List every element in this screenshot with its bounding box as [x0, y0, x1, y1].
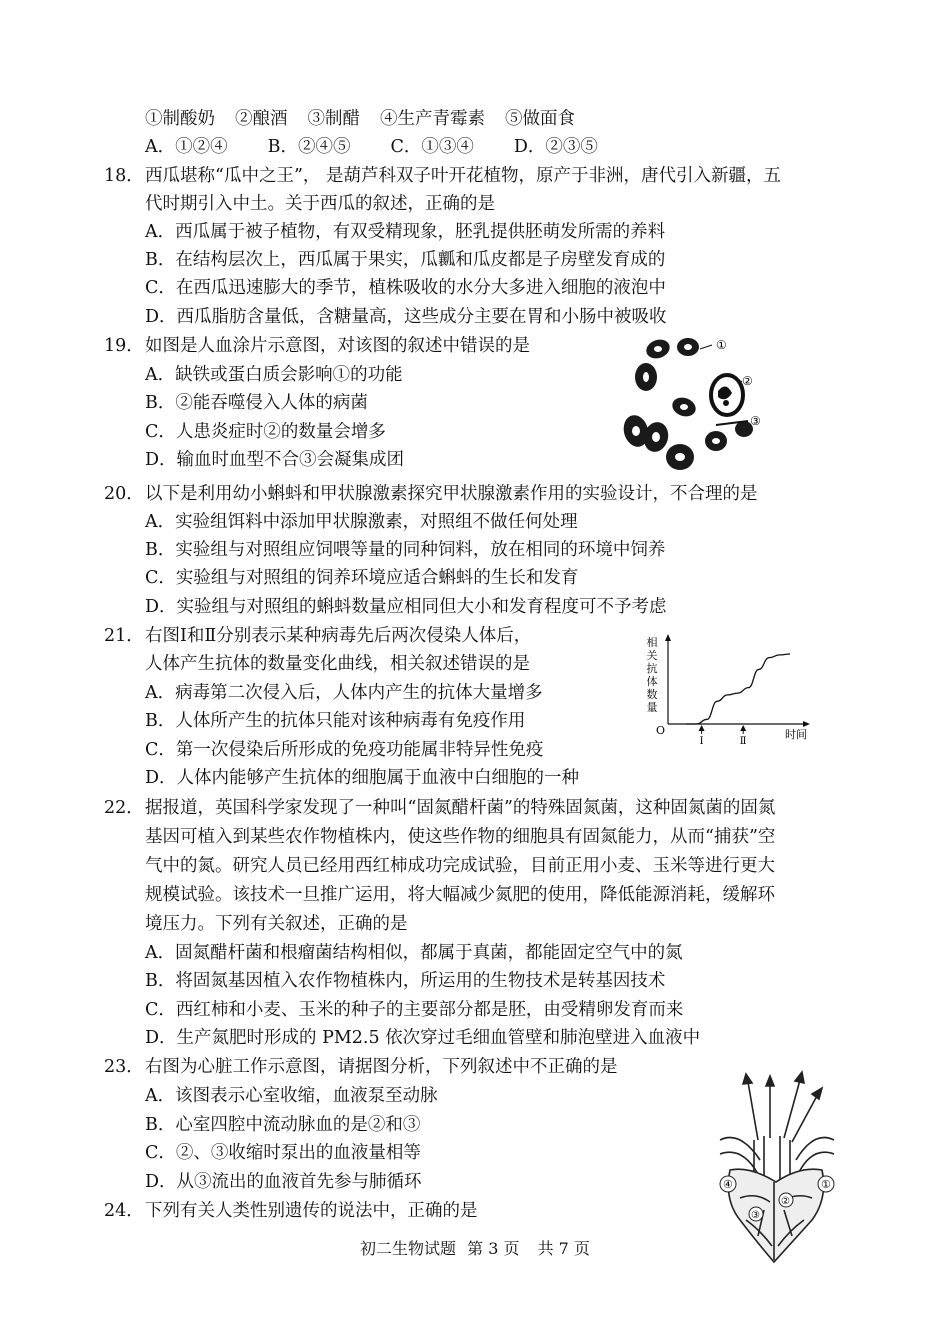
q23-option-a: A．该图表示心室收缩，血液泵至动脉	[145, 1086, 438, 1106]
q20-option-b: B．实验组与对照组应饲喂等量的同种饲料，放在相同的环境中饲养	[145, 540, 666, 560]
question-number-19: 19．	[104, 336, 144, 356]
q20-option-c: C．实验组与对照组的饲养环境应适合蝌蚪的生长和发育	[145, 568, 579, 588]
y-axis-label-char: 量	[646, 701, 658, 714]
option-c: C．①③④	[390, 137, 474, 157]
q22-option-d: D．生产氮肥时形成的 PM2.5 依次穿过毛细血管壁和肺泡壁进入血液中	[145, 1028, 701, 1048]
q18-option-c: C．在西瓜迅速膨大的季节，植株吸收的水分大多进入细胞的液泡中	[145, 278, 666, 298]
question-number-23: 23．	[104, 1057, 144, 1077]
blood-smear-figure	[620, 333, 765, 475]
q23-option-c: C．②、③收缩时泵出的血液量相等	[145, 1143, 421, 1163]
q22-stem-line-2: 基因可植入到某些农作物植株内，使这些作物的细胞具有固氮能力，从而“捕获”空	[145, 827, 776, 847]
q24-stem-line-1: 下列有关人类性别遗传的说法中，正确的是	[145, 1201, 478, 1221]
marker-arrow-head	[740, 725, 746, 731]
q21-stem-line-2: 人体产生抗体的数量变化曲线，相关叙述错误的是	[145, 654, 530, 674]
q19-stem-line-1: 如图是人血涂片示意图，对该图的叙述中错误的是	[145, 336, 530, 356]
q20-option-a: A．实验组饵料中添加甲状腺激素，对照组不做任何处理	[145, 512, 578, 532]
q19-option-b: B．②能吞噬侵入人体的病菌	[145, 393, 368, 413]
q22-stem-line-4: 规模试验。该技术一旦推广运用，将大幅减少氮肥的使用，降低能源消耗，缓解环	[145, 885, 775, 905]
y-axis-label-char: 关	[646, 649, 658, 662]
question-number-20: 20．	[104, 484, 144, 504]
q22-option-a: A．固氮醋杆菌和根瘤菌结构相似，都属于真菌，都能固定空气中的氮	[145, 943, 683, 963]
marker-label: Ⅱ	[739, 736, 747, 745]
footer-total: 共 7 页	[537, 1239, 590, 1258]
question-number-24: 24．	[104, 1201, 144, 1221]
x-axis-arrow	[803, 721, 810, 727]
heart-label-1: ①	[821, 1178, 831, 1191]
option-d: D．②③⑤	[513, 137, 598, 157]
y-axis-label-char: 数	[646, 688, 658, 701]
heart-label-3: ③	[751, 1210, 760, 1221]
q22-stem-line-1: 据报道，英国科学家发现了一种叫“固氮醋杆菌”的特殊固氮菌，这种固氮菌的固氮	[145, 798, 776, 818]
item-4: ④生产青霉素	[380, 109, 485, 129]
question-number-18: 18．	[104, 166, 144, 186]
q21-stem-line-1: 右图Ⅰ和Ⅱ分别表示某种病毒先后两次侵染人体后，	[145, 626, 532, 646]
q19-option-c: C．人患炎症时②的数量会增多	[145, 422, 386, 442]
q23-stem-line-1: 右图为心脏工作示意图，请据图分析，下列叙述中不正确的是	[145, 1057, 618, 1077]
q19-option-a: A．缺铁或蛋白质会影响①的功能	[145, 365, 403, 385]
q20-option-d: D．实验组与对照组的蝌蚪数量应相同但大小和发育程度可不予考虑	[145, 597, 667, 617]
footer-title: 初二生物试题	[360, 1239, 457, 1258]
marker-label: Ⅰ	[699, 736, 704, 745]
y-axis-label-char: 体	[646, 675, 658, 688]
footer-page: 第 3 页	[467, 1239, 520, 1258]
item-2: ②酿酒	[235, 109, 288, 129]
smear-label-2: ②	[742, 374, 753, 388]
q23-option-b: B．心室四腔中流动脉血的是②和③	[145, 1115, 421, 1135]
smear-label-1: ①	[716, 338, 727, 352]
option-a: A．①②④	[145, 137, 228, 157]
question-number-22: 22．	[104, 798, 144, 818]
q18-option-d: D．西瓜脂肪含量低，含糖量高，这些成分主要在胃和小肠中被吸收	[145, 307, 667, 327]
q23-option-d: D．从③流出的血液首先参与肺循环	[145, 1172, 422, 1192]
y-axis-arrow	[665, 634, 671, 641]
antibody-chart	[630, 630, 820, 745]
q22-stem-line-3: 气中的氮。研究人员已经用西红柿成功完成试验，目前正用小麦、玉米等进行更大	[145, 856, 775, 876]
origin-label: O	[656, 724, 666, 737]
item-3: ③制醋	[307, 109, 360, 129]
q20-stem-line-1: 以下是利用幼小蝌蚪和甲状腺激素探究甲状腺激素作用的实验设计，不合理的是	[145, 484, 758, 504]
item-5: ⑤做面食	[505, 109, 575, 129]
y-axis-label-char: 相	[646, 636, 658, 649]
page-footer	[0, 1238, 950, 1260]
q22-option-c: C．西红柿和小麦、玉米的种子的主要部分都是胚，由受精卵发育而来	[145, 1000, 684, 1020]
item-1: ①制酸奶	[145, 109, 215, 129]
q18-stem-line-1: 西瓜堪称“瓜中之王”， 是葫芦科双子叶开花植物，原产于非洲，唐代引入新疆，五	[145, 166, 781, 186]
q22-stem-line-5: 境压力。下列有关叙述，正确的是	[145, 914, 408, 934]
q21-option-c: C．第一次侵染后所形成的免疫功能属非特异性免疫	[145, 740, 544, 760]
q21-option-a: A．病毒第二次侵入后，人体内产生的抗体大量增多	[145, 683, 543, 703]
q18-option-b: B．在结构层次上，西瓜属于果实，瓜瓤和瓜皮都是子房壁发育成的	[145, 250, 666, 270]
option-b: B．②④⑤	[267, 137, 351, 157]
q18-stem-line-2: 代时期引入中土。关于西瓜的叙述，正确的是	[145, 194, 495, 214]
x-axis-label: 时间	[785, 728, 807, 741]
y-axis-label-char: 抗	[646, 662, 658, 675]
q19-option-d: D．输血时血型不合③会凝集成团	[145, 450, 405, 470]
q22-option-b: B．将固氮基因植入农作物植株内，所运用的生物技术是转基因技术	[145, 971, 666, 991]
heart-label-4: ④	[723, 1178, 733, 1191]
antibody-curve	[686, 654, 790, 724]
marker-arrow-head	[699, 725, 705, 731]
question-number-21: 21．	[104, 626, 144, 646]
heart-label-2: ②	[781, 1196, 790, 1207]
q21-option-d: D．人体内能够产生抗体的细胞属于血液中白细胞的一种	[145, 768, 580, 788]
marker-group	[699, 725, 747, 745]
smear-label-3: ③	[750, 414, 761, 428]
y-axis-label	[647, 635, 658, 714]
items-line	[145, 107, 613, 131]
top-options	[145, 135, 636, 159]
q21-option-b: B．人体所产生的抗体只能对该种病毒有免疫作用	[145, 711, 526, 731]
q18-option-a: A．西瓜属于被子植物，有双受精现象，胚乳提供胚萌发所需的养料	[145, 222, 666, 242]
